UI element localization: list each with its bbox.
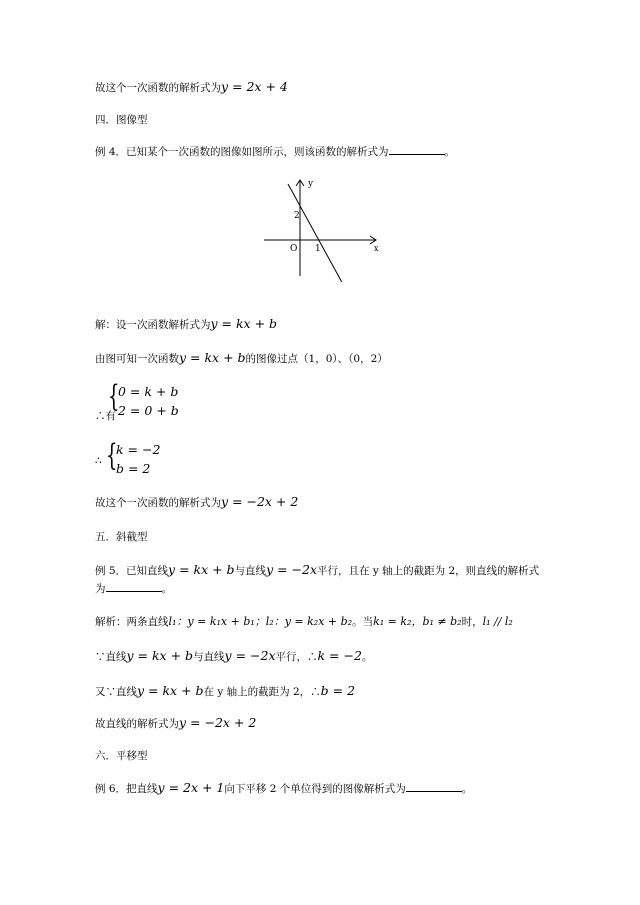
graph-line — [288, 184, 344, 282]
solution-4 — [95, 317, 277, 332]
formula: l₁ // l₂ — [482, 615, 513, 628]
analysis-5 — [95, 615, 513, 629]
formula: y = −2x + 2 — [179, 715, 257, 730]
text: 例 6．把直线 — [95, 783, 158, 795]
section-heading-4: 四．图像型 — [95, 114, 148, 126]
text: 又∵直线 — [95, 686, 137, 698]
answer-blank — [406, 781, 462, 792]
example-5 — [95, 563, 539, 578]
example-4 — [95, 144, 455, 159]
brace-2: { — [106, 438, 118, 473]
equation-1b: 2 = 0 + b — [118, 403, 179, 418]
formula: b = 2 — [320, 683, 356, 698]
text: 。 — [461, 783, 473, 795]
example-6 — [95, 781, 472, 796]
formula: y = −2x — [266, 562, 318, 577]
formula: y = −2x + 2 — [221, 494, 299, 509]
text: 在 y 轴上的截距为 2，∴ — [203, 686, 321, 698]
equation-1a: 0 = k + b — [118, 384, 179, 399]
section-heading-5: 五．斜截型 — [95, 531, 148, 543]
text: 为 — [95, 583, 106, 595]
because-line — [95, 649, 372, 664]
text: ∵直线 — [95, 651, 127, 663]
text: 平行，且在 y 轴上的截距为 2，则直线的解析式 — [317, 565, 540, 577]
equation-2b: b = 2 — [116, 461, 151, 476]
text: 时， — [461, 616, 483, 628]
text: 由图可知一次函数 — [95, 353, 179, 365]
text: 例 5．已知直线 — [95, 565, 169, 577]
formula: y = kx + b — [179, 350, 246, 365]
x-tick-1: 1 — [315, 244, 321, 254]
equation-2a: k = −2 — [116, 442, 161, 457]
example-5-cont — [95, 581, 172, 596]
text: 故这个一次函数的解析式为 — [95, 497, 221, 509]
x-label: x — [374, 244, 379, 253]
text: 。当 — [352, 616, 374, 628]
formula: y = 2x + 1 — [157, 780, 225, 795]
brace-1: { — [108, 379, 120, 414]
therefore-symbol: ∴ — [95, 455, 102, 467]
formula: y = kx + b — [210, 316, 278, 331]
function-graph — [260, 172, 382, 282]
answer-blank — [106, 581, 162, 592]
origin-label: O — [290, 244, 298, 254]
graph-points-line — [95, 351, 388, 366]
result-line-5 — [95, 716, 256, 731]
result-line-4 — [95, 495, 298, 510]
text: 向下平移 2 个单位得到的图像解析式为 — [224, 783, 406, 795]
also-because-line — [95, 684, 355, 699]
text: 例 4．已知某个一次函数的图像如图所示，则该函数的解析式为 — [95, 146, 389, 158]
formula: k = −2 — [317, 648, 362, 663]
formula: y = kx + b — [137, 683, 204, 698]
text: 与直线 — [193, 651, 225, 663]
text: 的图像过点（1，0）、（0，2） — [245, 353, 388, 365]
text: 与直线 — [234, 565, 267, 577]
section-heading-6: 六．平移型 — [95, 750, 148, 762]
formula: l₁：y = k₁x + b₁；l₂：y = k₂x + b₂ — [168, 615, 353, 628]
text: 解析：两条直线 — [95, 616, 169, 628]
text: 。 — [361, 651, 373, 663]
y-label: y — [308, 179, 314, 189]
text: 故这个一次函数的解析式为 — [95, 82, 221, 94]
text: 平行，∴ — [275, 651, 318, 663]
text: 解：设一次函数解析式为 — [95, 319, 211, 331]
text: 故直线的解析式为 — [95, 718, 179, 730]
therefore-has: ∴有 — [95, 410, 116, 422]
answer-blank — [389, 144, 445, 155]
result-line-1 — [95, 80, 288, 95]
formula: y = 2x + 4 — [221, 79, 288, 94]
formula: y = −2x — [224, 648, 276, 663]
formula: k₁ = k₂，b₁ ≠ b₂ — [373, 615, 462, 628]
y-tick-2: 2 — [294, 211, 300, 221]
text: 。 — [161, 583, 172, 595]
formula: y = kx + b — [168, 562, 235, 577]
text: 。 — [444, 146, 456, 158]
formula: y = kx + b — [126, 648, 194, 663]
